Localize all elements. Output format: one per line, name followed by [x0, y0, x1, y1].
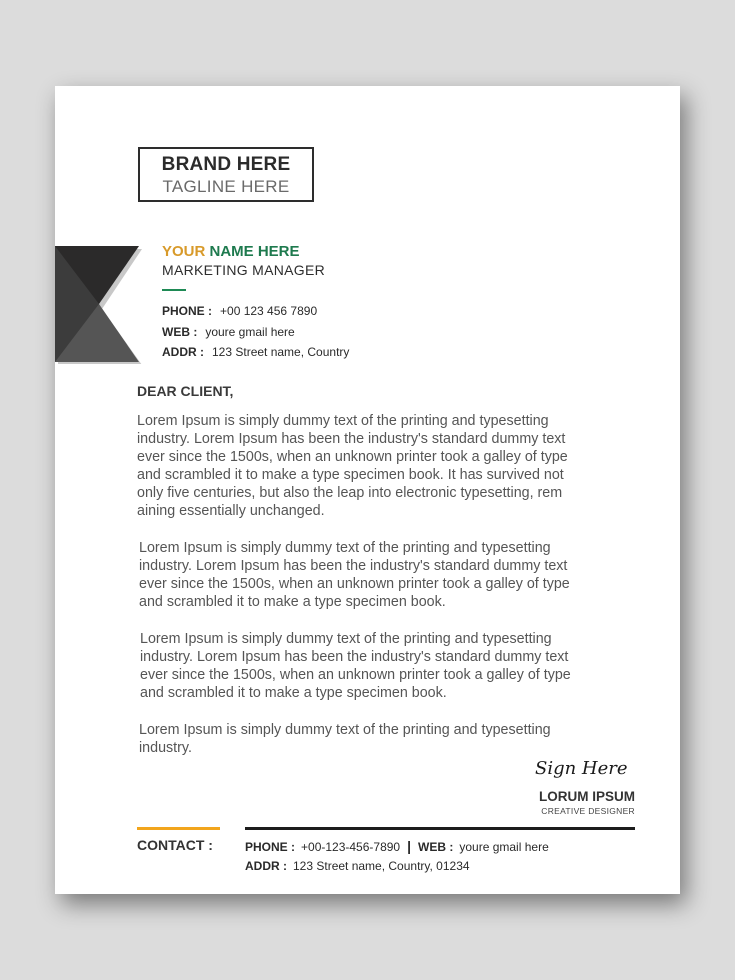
footer-dark-rule — [245, 827, 635, 830]
body-paragraph-1: Lorem Ipsum is simply dummy text of the printing and typesetting industry. Lorem Ipsum has been the industry's standard dummy text ever since the 1500s, when an unknown printer took a galley of type and scrambled it to make a type specimen book. It has survived not only five centuries, but also the leap into electronic typesetting, rem aining essentially unchanged. — [137, 413, 568, 519]
role-divider — [162, 289, 186, 291]
header-addr-label: ADDR : — [162, 345, 204, 359]
person-name — [162, 243, 300, 260]
footer-addr-row — [245, 859, 470, 873]
letterhead-page — [55, 86, 680, 894]
brand-name: BRAND HERE — [161, 154, 291, 175]
header-phone-value: +00 123 456 7890 — [220, 304, 318, 318]
footer-addr-value: 123 Street name, Country, 01234 — [293, 859, 470, 873]
body-paragraph-2: Lorem Ipsum is simply dummy text of the printing and typesetting industry. Lorem Ipsum has been the industry's standard dummy text ever since the 1500s, when an unknown printer took a galley of type and scrambled it to make a type specimen book. — [139, 540, 570, 610]
footer-contact-label: CONTACT : — [137, 837, 213, 853]
body-paragraph-3: Lorem Ipsum is simply dummy text of the printing and typesetting industry. Lorem Ipsum has been the industry's standard dummy text ever since the 1500s, when an unknown printer took a galley of type and scrambled it to make a type specimen book. — [140, 631, 571, 701]
header-addr-row — [162, 345, 349, 359]
signature-title: CREATIVE DESIGNER — [541, 806, 635, 816]
decorative-chevron-shape — [55, 246, 145, 364]
footer-web-label: WEB : — [418, 840, 454, 854]
salutation: DEAR CLIENT, — [137, 383, 234, 399]
header-addr-value: 123 Street name, Country — [212, 345, 350, 359]
name-rest: NAME HERE — [209, 243, 300, 260]
header-web-value: youre gmail here — [205, 325, 295, 339]
footer-addr-label: ADDR : — [245, 859, 287, 873]
signature-script: Sign Here — [535, 758, 628, 779]
footer-web-value: youre gmail here — [459, 840, 549, 854]
footer-phone-label: PHONE : — [245, 840, 296, 854]
brand-logo-box — [138, 147, 314, 202]
header-phone-label: PHONE : — [162, 304, 213, 318]
person-role: MARKETING MANAGER — [162, 262, 326, 278]
header-web-row — [162, 325, 295, 339]
footer-phone-value: +00-123-456-7890 — [301, 840, 401, 854]
name-first-word: YOUR — [162, 243, 206, 260]
footer-separator: | — [407, 838, 412, 854]
header-web-label: WEB : — [162, 325, 198, 339]
signature-name: LORUM IPSUM — [539, 789, 635, 804]
footer-phone-web-row — [245, 838, 549, 854]
brand-tagline: TAGLINE HERE — [162, 177, 290, 196]
header-phone-row — [162, 304, 317, 318]
footer-orange-rule — [137, 827, 220, 830]
body-paragraph-4: Lorem Ipsum is simply dummy text of the printing and typesetting industry. — [139, 722, 551, 756]
